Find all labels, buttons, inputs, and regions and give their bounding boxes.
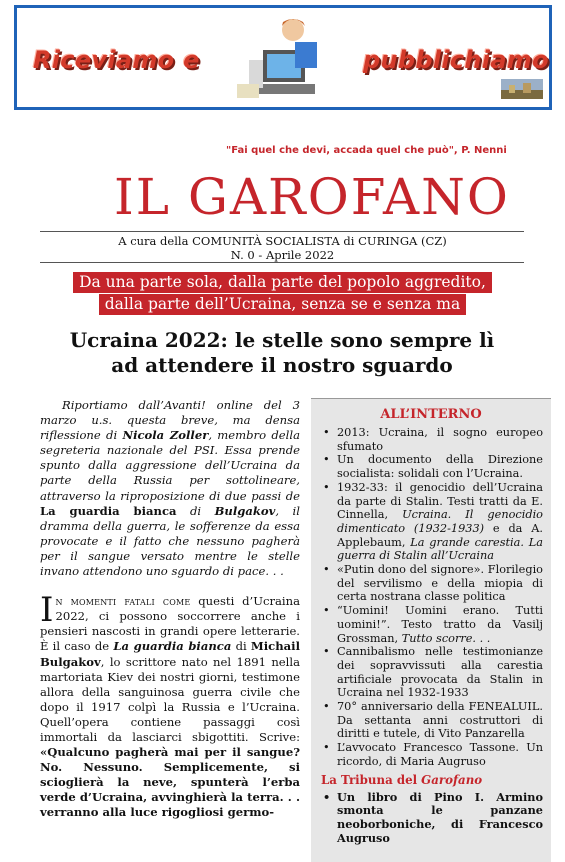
banner-word-riceviamo: Riceviamo e: [33, 46, 200, 74]
intro-text: Riportiamo dall’Avanti! online del 3 marzo u.s. questa breve, ma densa riflessione di: [40, 398, 300, 443]
contents-sidebar: [311, 398, 551, 862]
masthead-rule-bottom: [40, 262, 524, 263]
banner-word-pubblichiamo: pubblichiamo: [363, 46, 549, 74]
article-column: [40, 398, 300, 821]
body-book-title: La guardia bianca: [113, 639, 232, 654]
body-text: , lo scrittore nato nel 1891 nella martoriata Kiev dei nostri giorni, testimone allora della sanguinosa guerra civile che dopo il 1917 colpì la Russia e l’Ucraina. Quell’opera contiene passaggi così immortali da lasciarci sbigottiti. Scrive:: [40, 654, 300, 744]
slogan-line-2: dalla parte dell’Ucraina, senza se e senza ma: [99, 294, 467, 315]
body-text: questi d’Ucraina 2022, ci possono soccorrere anche i pensieri nascosti in grandi opere letterarie. È il caso de: [40, 594, 300, 654]
intro-book-author: Bulgakov: [214, 503, 276, 518]
masthead-il: IL: [114, 168, 171, 226]
headline-line-2: ad attendere il nostro sguardo: [111, 353, 453, 377]
top-banner: [14, 5, 552, 110]
landscape-thumbnail: [501, 79, 543, 99]
tribuna-heading-italic: Garofano: [421, 772, 483, 787]
contents-item-text: 1932-33: il genocidio dell’Ucraina da parte di Stalin. Testi tratti da E. Cinnella,: [337, 480, 543, 522]
article-headline: [40, 328, 524, 378]
contents-item[interactable]: [321, 645, 543, 700]
nenni-quote: "Fai quel che devi, accada quel che può", P. Nenni: [226, 145, 507, 156]
contents-item-text: Cannibalismo nelle testimonianze dei sopravvissuti alla carestia artificiale provocata da Stalin in Ucraina nel 1932-1933: [337, 645, 543, 700]
publisher-line: A cura della COMUNITÀ SOCIALISTA di CURINGA (CZ): [118, 234, 447, 248]
intro-text: di: [176, 503, 215, 518]
contents-item-text: «Putin dono del signore». Florilegio del servilismo e della miopia di certa nostrana classe politica: [337, 563, 543, 604]
contents-item-text: Un documento della Direzione socialista: solidali con l’Ucraina.: [337, 453, 543, 481]
article-body: [40, 590, 300, 820]
body-smallcaps: n momenti fatali come: [55, 594, 191, 609]
body-text: di: [231, 639, 251, 654]
contents-item-book: La grande carestia. La guerra di Stalin all’Ucraina: [337, 535, 543, 563]
contents-item[interactable]: [321, 563, 543, 604]
tribuna-heading-text: La Tribuna del: [321, 772, 422, 787]
intro-text: , il dramma della guerra, le sofferenze da essa provocate e il fatto che nessuno pagherà per il sangue versato mentre le stelle invano attendono uno sguardo di pace. . .: [40, 503, 300, 579]
contents-item[interactable]: [321, 426, 543, 453]
contents-item-text: e da A. Applebaum,: [337, 521, 543, 549]
contents-title: ALL’INTERNO: [380, 407, 482, 422]
tribuna-item-text: Un libro di Pino I. Armino smonta le panzane neoborboniche, di Francesco Augruso: [337, 789, 543, 845]
masthead-logo: [110, 138, 510, 230]
contents-item-book: Tutto scorre. . .: [401, 631, 491, 645]
tribuna-heading: [321, 773, 551, 787]
tribuna-list: [321, 791, 543, 846]
contents-item-book: Ucraina. Il genocidio dimenticato (1932-1933): [337, 508, 543, 535]
masthead-title: GAROFANO: [188, 168, 510, 226]
intro-author: Nicola Zoller: [122, 428, 209, 443]
contents-item[interactable]: [321, 453, 543, 480]
headline-line-1: Ucraina 2022: le stelle sono sempre lì: [69, 328, 495, 352]
red-slogan: [0, 272, 565, 316]
contents-item[interactable]: [321, 604, 543, 645]
intro-text: , membro della segreteria nazionale del PSI. Essa prende spunto dalla aggressione dell’Ucraina da parte della Russia per sottolineare, attraverso la riproposizione di due passi de: [40, 428, 300, 503]
tribuna-item[interactable]: [321, 791, 543, 846]
computer-user-clipart: [233, 12, 333, 104]
contents-item[interactable]: [321, 700, 543, 741]
body-author: Michail Bulgakov: [40, 639, 300, 669]
contents-item-text: L’avvocato Francesco Tassone. Un ricordo, di Maria Augruso: [337, 741, 543, 768]
contents-item[interactable]: [321, 481, 543, 563]
contents-item[interactable]: [321, 741, 543, 768]
article-intro: [40, 398, 300, 579]
body-bulgakov-quote: «Qualcuno pagherà mai per il sangue? No. Nessuno. Semplicemente, si scioglierà la neve, spunterà l’erba verde d’Ucraina, avvinghierà la terra. . . verranno alla luce rigogliosi germo-: [40, 745, 300, 820]
drop-cap: I: [40, 590, 54, 631]
contents-item-text: 70° anniversario della FENEALUIL. Da settanta anni costruttori di diritti e tutele, di Vito Panzarella: [337, 700, 543, 741]
slogan-line-1: Da una parte sola, dalla parte del popolo aggredito,: [73, 272, 492, 293]
contents-item-text: 2013: Ucraina, il sogno europeo sfumato: [337, 426, 543, 453]
intro-book-title: La guardia bianca: [40, 503, 177, 518]
masthead-rule-top: [40, 231, 524, 232]
issue-line: N. 0 - Aprile 2022: [230, 248, 335, 262]
contents-list: [321, 426, 543, 769]
contents-item-text: “Uomini! Uomini erano. Tutti uomini!”. Testo tratto da Vasilj Grossman,: [337, 604, 543, 645]
